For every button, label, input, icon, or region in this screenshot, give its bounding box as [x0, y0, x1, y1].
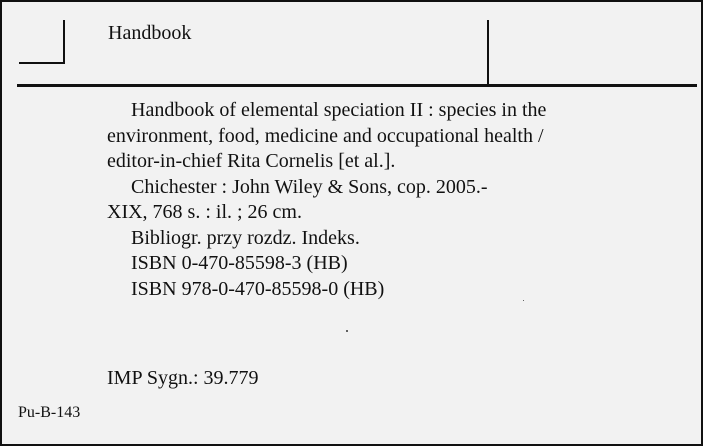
paper-speck: [523, 300, 524, 301]
title-line-1: Handbook of elemental speciation II : species in the: [131, 99, 547, 121]
heading-rule: [17, 84, 697, 87]
card-heading: Handbook: [108, 22, 192, 44]
bibliographic-description: [107, 98, 677, 302]
title-line-2: environment, food, medicine and occupational health /: [107, 124, 544, 147]
isbn-13-line: ISBN 978-0-470-85598-0 (HB): [131, 277, 385, 300]
isbn-10-line: ISBN 0-470-85598-3 (HB): [131, 252, 348, 274]
heading-divider: [487, 20, 489, 86]
publication-line: Chichester : John Wiley & Sons, cop. 2005.-: [131, 175, 488, 198]
corner-bracket-vertical: [63, 20, 65, 64]
physical-description-line: XIX, 768 s. : il. ; 26 cm.: [107, 201, 302, 223]
call-number: IMP Sygn.: 39.779: [107, 367, 259, 389]
corner-bracket-horizontal: [19, 62, 65, 64]
location-code: Pu-B-143: [18, 404, 81, 421]
notes-line: Bibliogr. przy rozdz. Indeks.: [131, 226, 360, 249]
paper-speck: [346, 330, 348, 332]
responsibility-line: editor-in-chief Rita Cornelis [et al.].: [107, 150, 396, 172]
